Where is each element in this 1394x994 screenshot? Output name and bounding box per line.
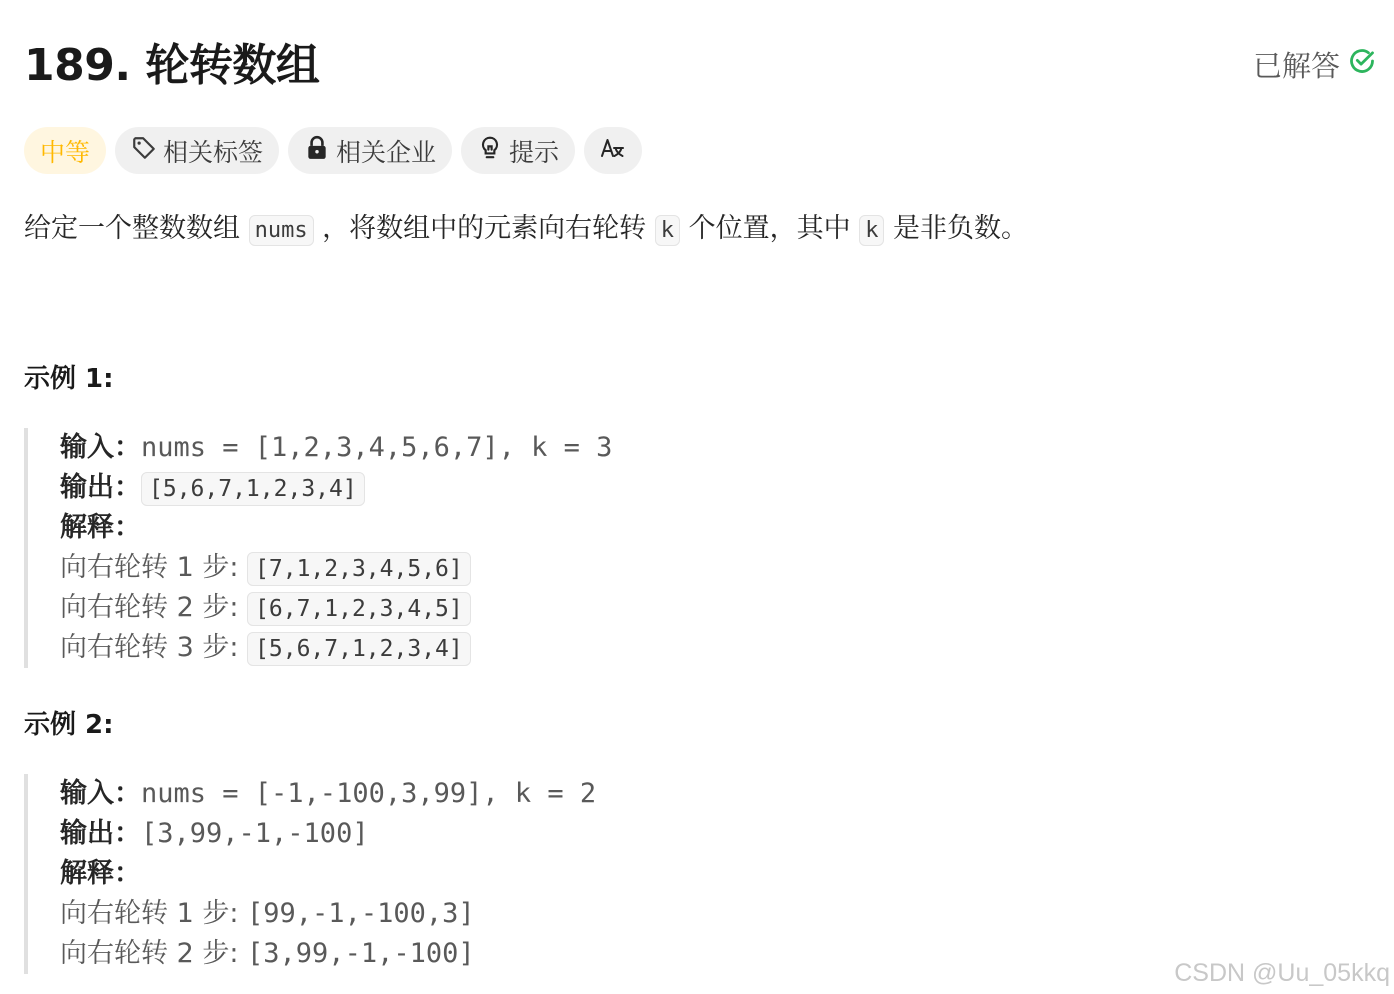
check-circle-icon: [1348, 47, 1376, 82]
watermark: CSDN @Uu_05kkq: [1174, 959, 1390, 987]
example-1-step-1: [60, 548, 612, 588]
input-label: 输入：: [60, 432, 141, 463]
example-2-step-1: [60, 894, 596, 934]
desc-text-3: 个位置，其中: [688, 213, 851, 244]
example-2-title: 示例 2:: [24, 710, 114, 740]
explain-label: 解释：: [60, 858, 141, 889]
example-2-input: [60, 774, 596, 814]
input-label: 输入：: [60, 778, 141, 809]
problem-description: [24, 206, 1028, 254]
example-1-block: [24, 428, 612, 668]
example-1-step-3: [60, 628, 612, 668]
example-1-output: [60, 468, 612, 508]
problem-title: 189. 轮转数组: [24, 40, 320, 91]
step-text: 向右轮转 2 步:: [60, 592, 248, 623]
example-2-block: [24, 774, 596, 974]
step-text: 向右轮转 3 步:: [60, 632, 248, 663]
input-value: nums = [1,2,3,4,5,6,7], k = 3: [141, 432, 613, 463]
lightbulb-icon: [477, 135, 503, 167]
desc-code-nums: nums: [249, 215, 314, 246]
example-2-step-2: [60, 934, 596, 974]
step-text: 向右轮转 1 步:: [60, 898, 248, 929]
step-value: [99,-1,-100,3]: [247, 898, 475, 929]
solved-label: 已解答: [1252, 49, 1340, 83]
input-value: nums = [-1,-100,3,99], k = 2: [141, 778, 597, 809]
translate-icon: [600, 135, 626, 167]
example-1-explain: [60, 508, 612, 548]
output-value: [5,6,7,1,2,3,4]: [141, 472, 365, 506]
example-1-title: 示例 1:: [24, 364, 114, 394]
lock-icon: [304, 135, 330, 167]
step-value: [5,6,7,1,2,3,4]: [247, 632, 471, 666]
output-value: [3,99,-1,-100]: [141, 818, 369, 849]
hint-label: 提示: [509, 137, 560, 167]
step-value: [7,1,2,3,4,5,6]: [247, 552, 471, 586]
example-1-input: [60, 428, 612, 468]
hint-button[interactable]: [461, 127, 575, 174]
desc-text-2: ，将数组中的元素向右轮转: [322, 213, 647, 244]
translate-button[interactable]: [584, 127, 642, 174]
desc-code-k-1: k: [655, 215, 680, 246]
step-text: 向右轮转 2 步:: [60, 938, 248, 969]
difficulty-label: 中等: [40, 137, 91, 167]
related-tags-label: 相关标签: [163, 137, 264, 167]
step-value: [3,99,-1,-100]: [247, 938, 475, 969]
explain-label: 解释：: [60, 512, 141, 543]
related-tags-button[interactable]: [115, 127, 279, 174]
related-companies-button[interactable]: [288, 127, 452, 174]
example-2-explain: [60, 854, 596, 894]
difficulty-tag[interactable]: [24, 127, 106, 174]
tag-icon: [131, 135, 157, 167]
solved-status: [1253, 44, 1376, 85]
desc-text-4: 是非负数。: [893, 213, 1029, 244]
step-text: 向右轮转 1 步:: [60, 552, 248, 583]
output-label: 输出：: [60, 818, 141, 849]
step-value: [6,7,1,2,3,4,5]: [247, 592, 471, 626]
desc-text-1: 给定一个整数数组: [24, 213, 240, 244]
example-2-output: [60, 814, 596, 854]
output-label: 输出：: [60, 472, 141, 503]
tag-bar: [24, 127, 642, 174]
example-1-step-2: [60, 588, 612, 628]
related-companies-label: 相关企业: [336, 137, 437, 167]
desc-code-k-2: k: [859, 215, 884, 246]
